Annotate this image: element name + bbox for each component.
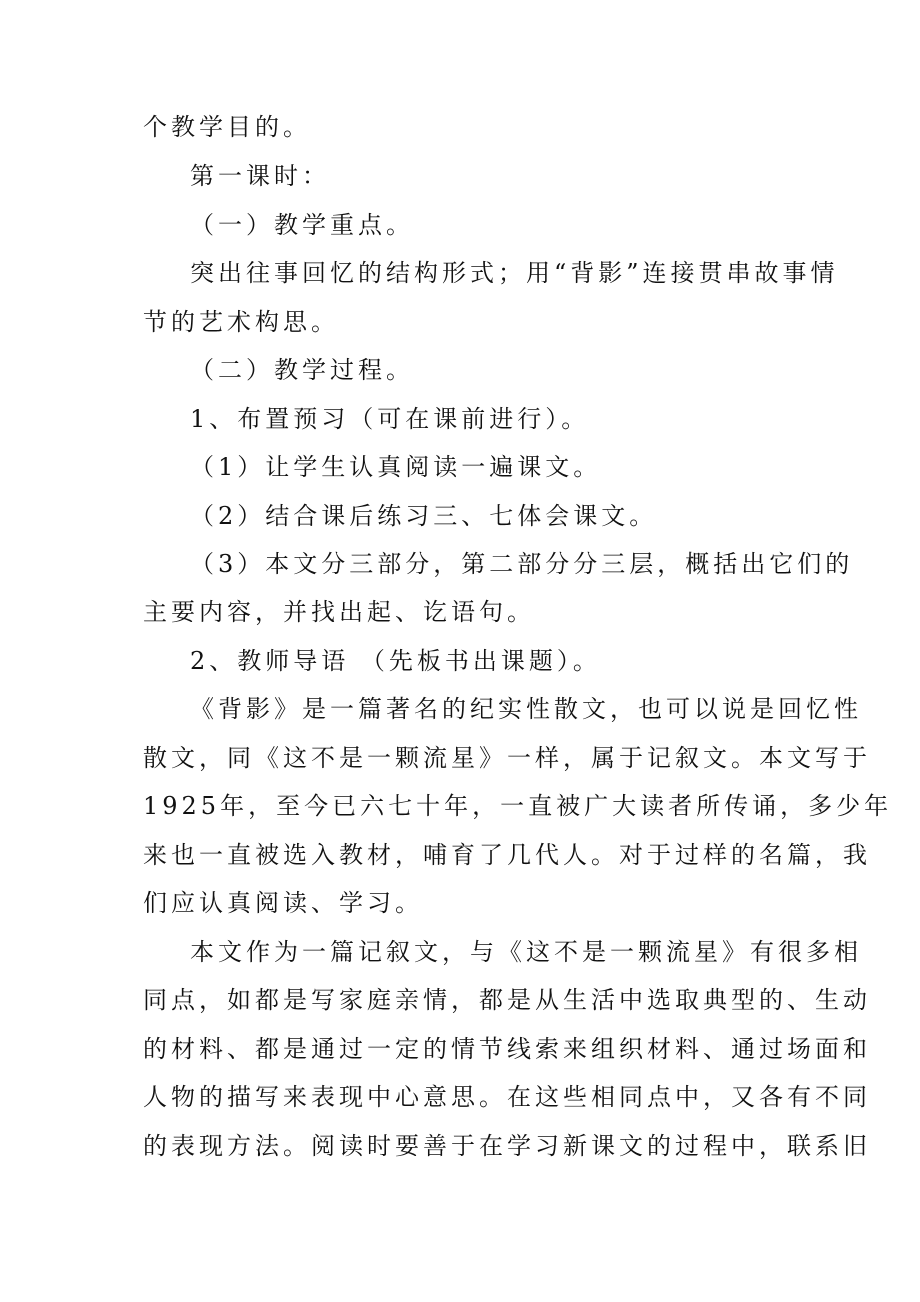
section-heading-focus: （一）教学重点。 (190, 211, 414, 239)
text-line: 来也一直被选入教材，哺育了几代人。对于过样的名篇，我 (143, 841, 871, 869)
text-line: 的材料、都是通过一定的情节线索来组织材料、通过场面和 (143, 1035, 871, 1063)
text-line: 个教学目的。 (143, 113, 311, 141)
list-item: （1）让学生认真阅读一遍课文。 (190, 453, 602, 481)
text-line: 本文作为一篇记叙文，与《这不是一颗流星》有很多相 (190, 938, 862, 966)
text-line: 们应认真阅读、学习。 (143, 889, 423, 917)
text-line: 1925年，至今已六七十年，一直被广大读者所传诵，多少年 (143, 792, 893, 820)
text-line: 主要内容，并找出起、讫语句。 (143, 598, 535, 626)
text-line: 《背影》是一篇著名的纪实性散文，也可以说是回忆性 (190, 695, 862, 723)
section-heading-process: （二）教学过程。 (190, 356, 414, 384)
list-item: （3）本文分三部分，第二部分分三层，概括出它们的 (190, 550, 854, 578)
text-line: 散文，同《这不是一颗流星》一样，属于记叙文。本文写于 (143, 744, 871, 772)
list-item: 1、布置预习（可在课前进行）。 (190, 405, 590, 433)
text-line: 节的艺术构思。 (143, 308, 339, 336)
text-line: 突出往事回忆的结构形式；用“背影”连接贯串故事情 (190, 259, 839, 287)
list-item: 2、教师导语 （先板书出课题）。 (190, 647, 601, 675)
lesson-heading: 第一课时： (190, 162, 330, 190)
text-line: 的表现方法。阅读时要善于在学习新课文的过程中，联系旧 (143, 1132, 871, 1160)
list-item: （2）结合课后练习三、七体会课文。 (190, 502, 658, 530)
text-line: 同点，如都是写家庭亲情，都是从生活中选取典型的、生动 (143, 986, 871, 1014)
text-line: 人物的描写来表现中心意思。在这些相同点中，又各有不同 (143, 1083, 871, 1111)
